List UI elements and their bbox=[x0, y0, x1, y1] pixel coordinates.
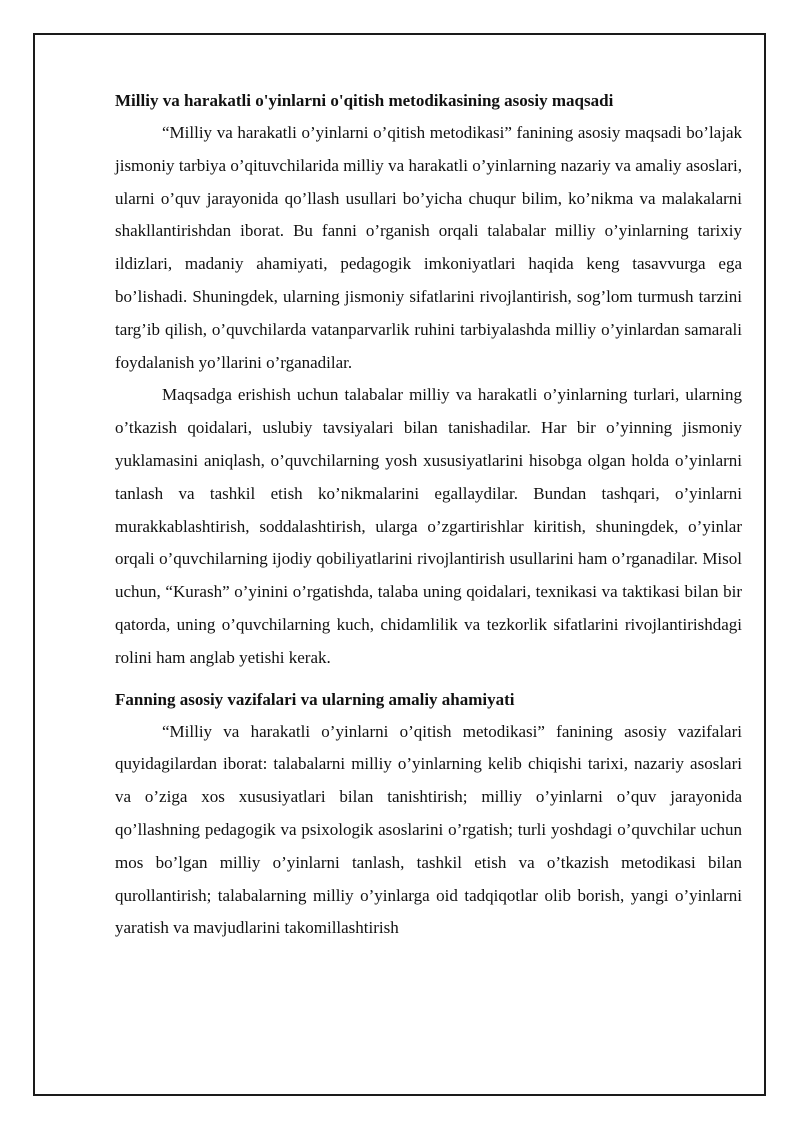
paragraph-goal-2: Maqsadga erishish uchun talabalar milliy va harakatli o’yinlarning turlari, ularning o’tkazish qoidalari, uslubiy tavsiyalari bilan tanishadilar. Har bir o’yinning jismoniy yuklamasini aniqlash, o’quvchilarning yosh xususiyatlarini hisobga olgan holda o’yinlarni tanlash va tashkil etish ko’nikmalarini egallaydilar. Bundan tashqari, o’yinlarni murakkablashtirish, soddalashtirish, ularga o’zgartirishlar kiritish, shuningdek, o’yinlar orqali o’quvchilarning ijodiy qobiliyatlarini rivojlantirish usullarini ham o’rganadilar. Misol uchun, “Kurash” o’yinini o’rgatishda, talaba uning qoidalari, texnikasi va taktikasi bilan bir qatorda, uning o’quvchilarning kuch, chidamlilik va tezkorlik sifatlarini rivojlantirishdagi rolini ham anglab yetishi kerak. bbox=[115, 385, 742, 667]
section-heading-goal: Milliy va harakatli o'yinlarni o'qitish metodikasining asosiy maqsadi bbox=[115, 91, 614, 110]
paragraph-tasks-1: “Milliy va harakatli o’yinlarni o’qitish metodikasi” fanining asosiy vazifalari quyidagilardan iborat: talabalarni milliy o’yinlarning kelib chiqishi tarixi, nazariy asoslari va o’ziga xos xususiyatlari bilan tanishtirish; milliy o’yinlarni o’quv jarayonida qo’llashning pedagogik va psixologik asoslarini o’rgatish; turli yoshdagi o’quvchilar uchun mos bo’lgan milliy o’yinlarni tanlash, tashkil etish va o’tkazish metodikasi bilan qurollantirish; talabalarning milliy o’yinlarga oid tadqiqotlar olib borish, yangi o’yinlarni yaratish va mavjudlarini takomillashtirish bbox=[115, 721, 742, 938]
document-body bbox=[115, 84, 742, 945]
section-heading-tasks: Fanning asosiy vazifalari va ularning amaliy ahamiyati bbox=[115, 689, 515, 709]
paragraph-goal-1: “Milliy va harakatli o’yinlarni o’qitish metodikasi” fanining asosiy maqsadi bo’lajak jismoniy tarbiya o’qituvchilarida milliy va harakatli o’yinlarning nazariy va amaliy asoslari, ularni o’quv jarayonida qo’llash usullari bo’yicha chuqur bilim, ko’nikma va malakalarni shakllantirishdan iborat. Bu fanni o’rganish orqali talabalar milliy o’yinlarning tarixiy ildizlari, madaniy ahamiyati, pedagogik imkoniyatlari haqida keng tasavvurga ega bo’lishadi. Shuningdek, ularning jismoniy sifatlarini rivojlantirish, sog’lom turmush tarzini targ’ib qilish, o’quvchilarda vatanparvarlik ruhini tarbiyalashda milliy o’yinlardan samarali foydalanish yo’llarini o’rganadilar. bbox=[115, 123, 742, 372]
